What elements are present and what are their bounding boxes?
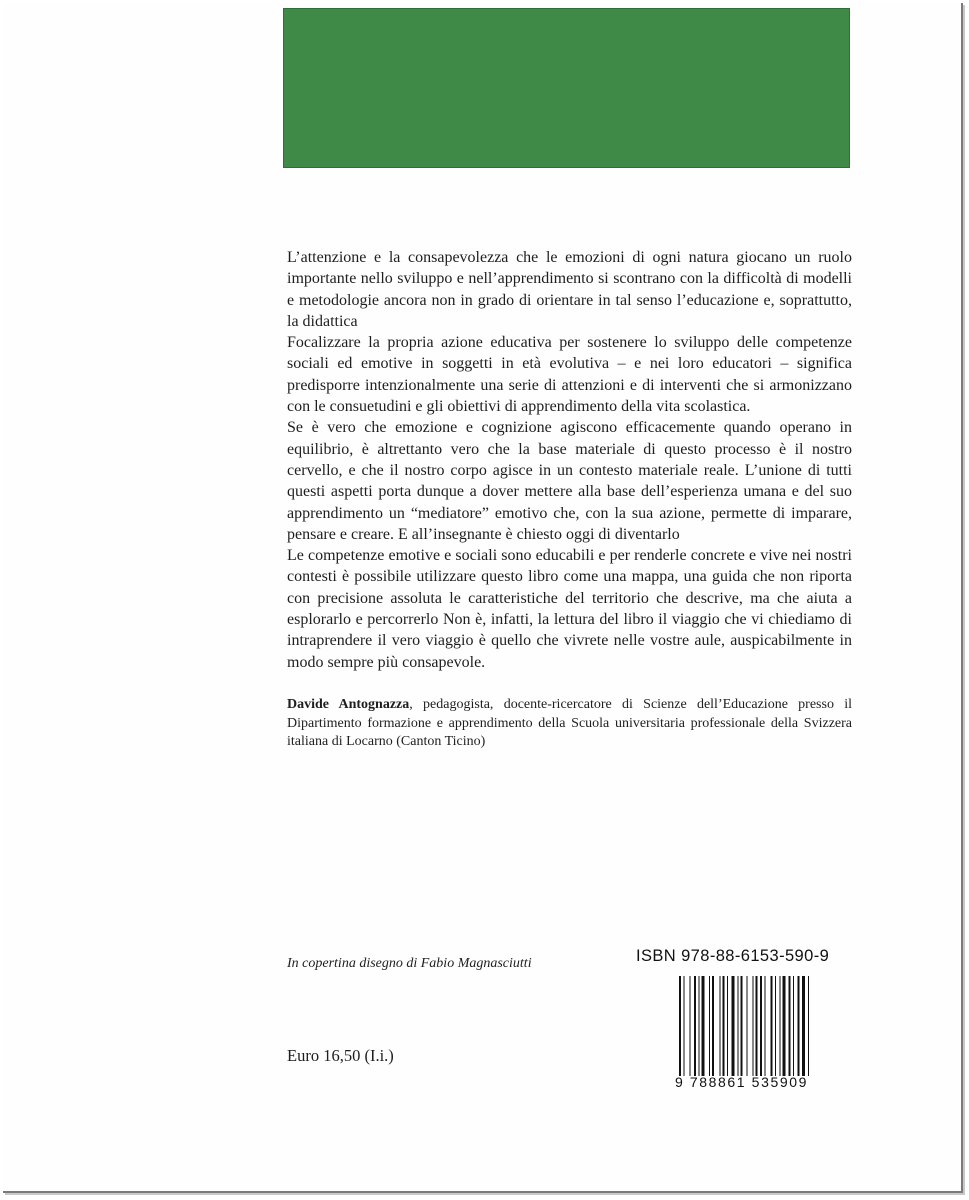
price-label: Euro 16,50 (I.i.) xyxy=(287,1046,394,1065)
blurb-paragraph-4: Le competenze emotive e sociali sono educabili e per renderle concrete e vive nei nostri contesti è possibile utilizzare questo libro come una mappa, una guida che non riporta con precisione assoluta le caratteristiche del territorio che descrive, ma che aiuta a esplorarlo e percorrerlo Non è, infatti, la lettura del libro il viaggio che vi chiediamo di intraprendere il vero viaggio è quello che vivrete nelle vostre aule, auspicabilmente in modo sempre più consapevole. xyxy=(287,547,852,671)
author-name: Davide Antognazza xyxy=(287,697,410,712)
blurb-paragraph-2: Focalizzare la propria azione educativa per sostenere lo sviluppo delle competenze sociali ed emotive in soggetti in età evolutiva – e nei loro educatori – significa predisporre intenzionalmente una serie di attenzioni e di interventi che si armonizzano con le consuetudini e gli obiettivi di apprendimento della vita scolastica. xyxy=(287,334,852,416)
barcode-digits: 9 788861 535909 xyxy=(675,1074,808,1090)
back-cover-page xyxy=(3,3,963,1193)
blurb-paragraph-1: L’attenzione e la consapevolezza che le emozioni di ogni natura giocano un ruolo importante nello sviluppo e nell’apprendimento si scontrano con la difficoltà di modelli e metodologie ancora non in grado di orientare in tal senso l’educazione e, soprattutto, la didattica xyxy=(287,249,852,330)
author-bio xyxy=(287,696,852,752)
author-description: , pedagogista, docente-ricercatore di Scienze dell’Educazione presso il Dipartimento formazione e apprendimento della Scuola universitaria professionale della Svizzera italiana di Locarno (Canton Ticino) xyxy=(287,697,853,749)
isbn-label: ISBN 978-88-6153-590-9 xyxy=(636,947,830,965)
cover-credit: In copertina disegno di Fabio Magnasciutti xyxy=(287,956,532,971)
blurb-text xyxy=(287,247,852,673)
blurb-paragraph-3: Se è vero che emozione e cognizione agiscono efficacemente quando operano in equilibrio, è altrettanto vero che la base materiale di questo processo è il nostro cervello, e che il nostro corpo agisce in un contesto materiale reale. L’unione di tutti questi aspetti porta dunque a dover mettere alla base dell’esperienza umana e del suo apprendimento un “mediatore” emotivo che, con la sua azione, permette di imparare, pensare e creare. E all’insegnante è chiesto oggi di diventarlo xyxy=(287,419,852,543)
green-cover-panel xyxy=(283,8,850,168)
barcode-icon xyxy=(679,976,843,1076)
